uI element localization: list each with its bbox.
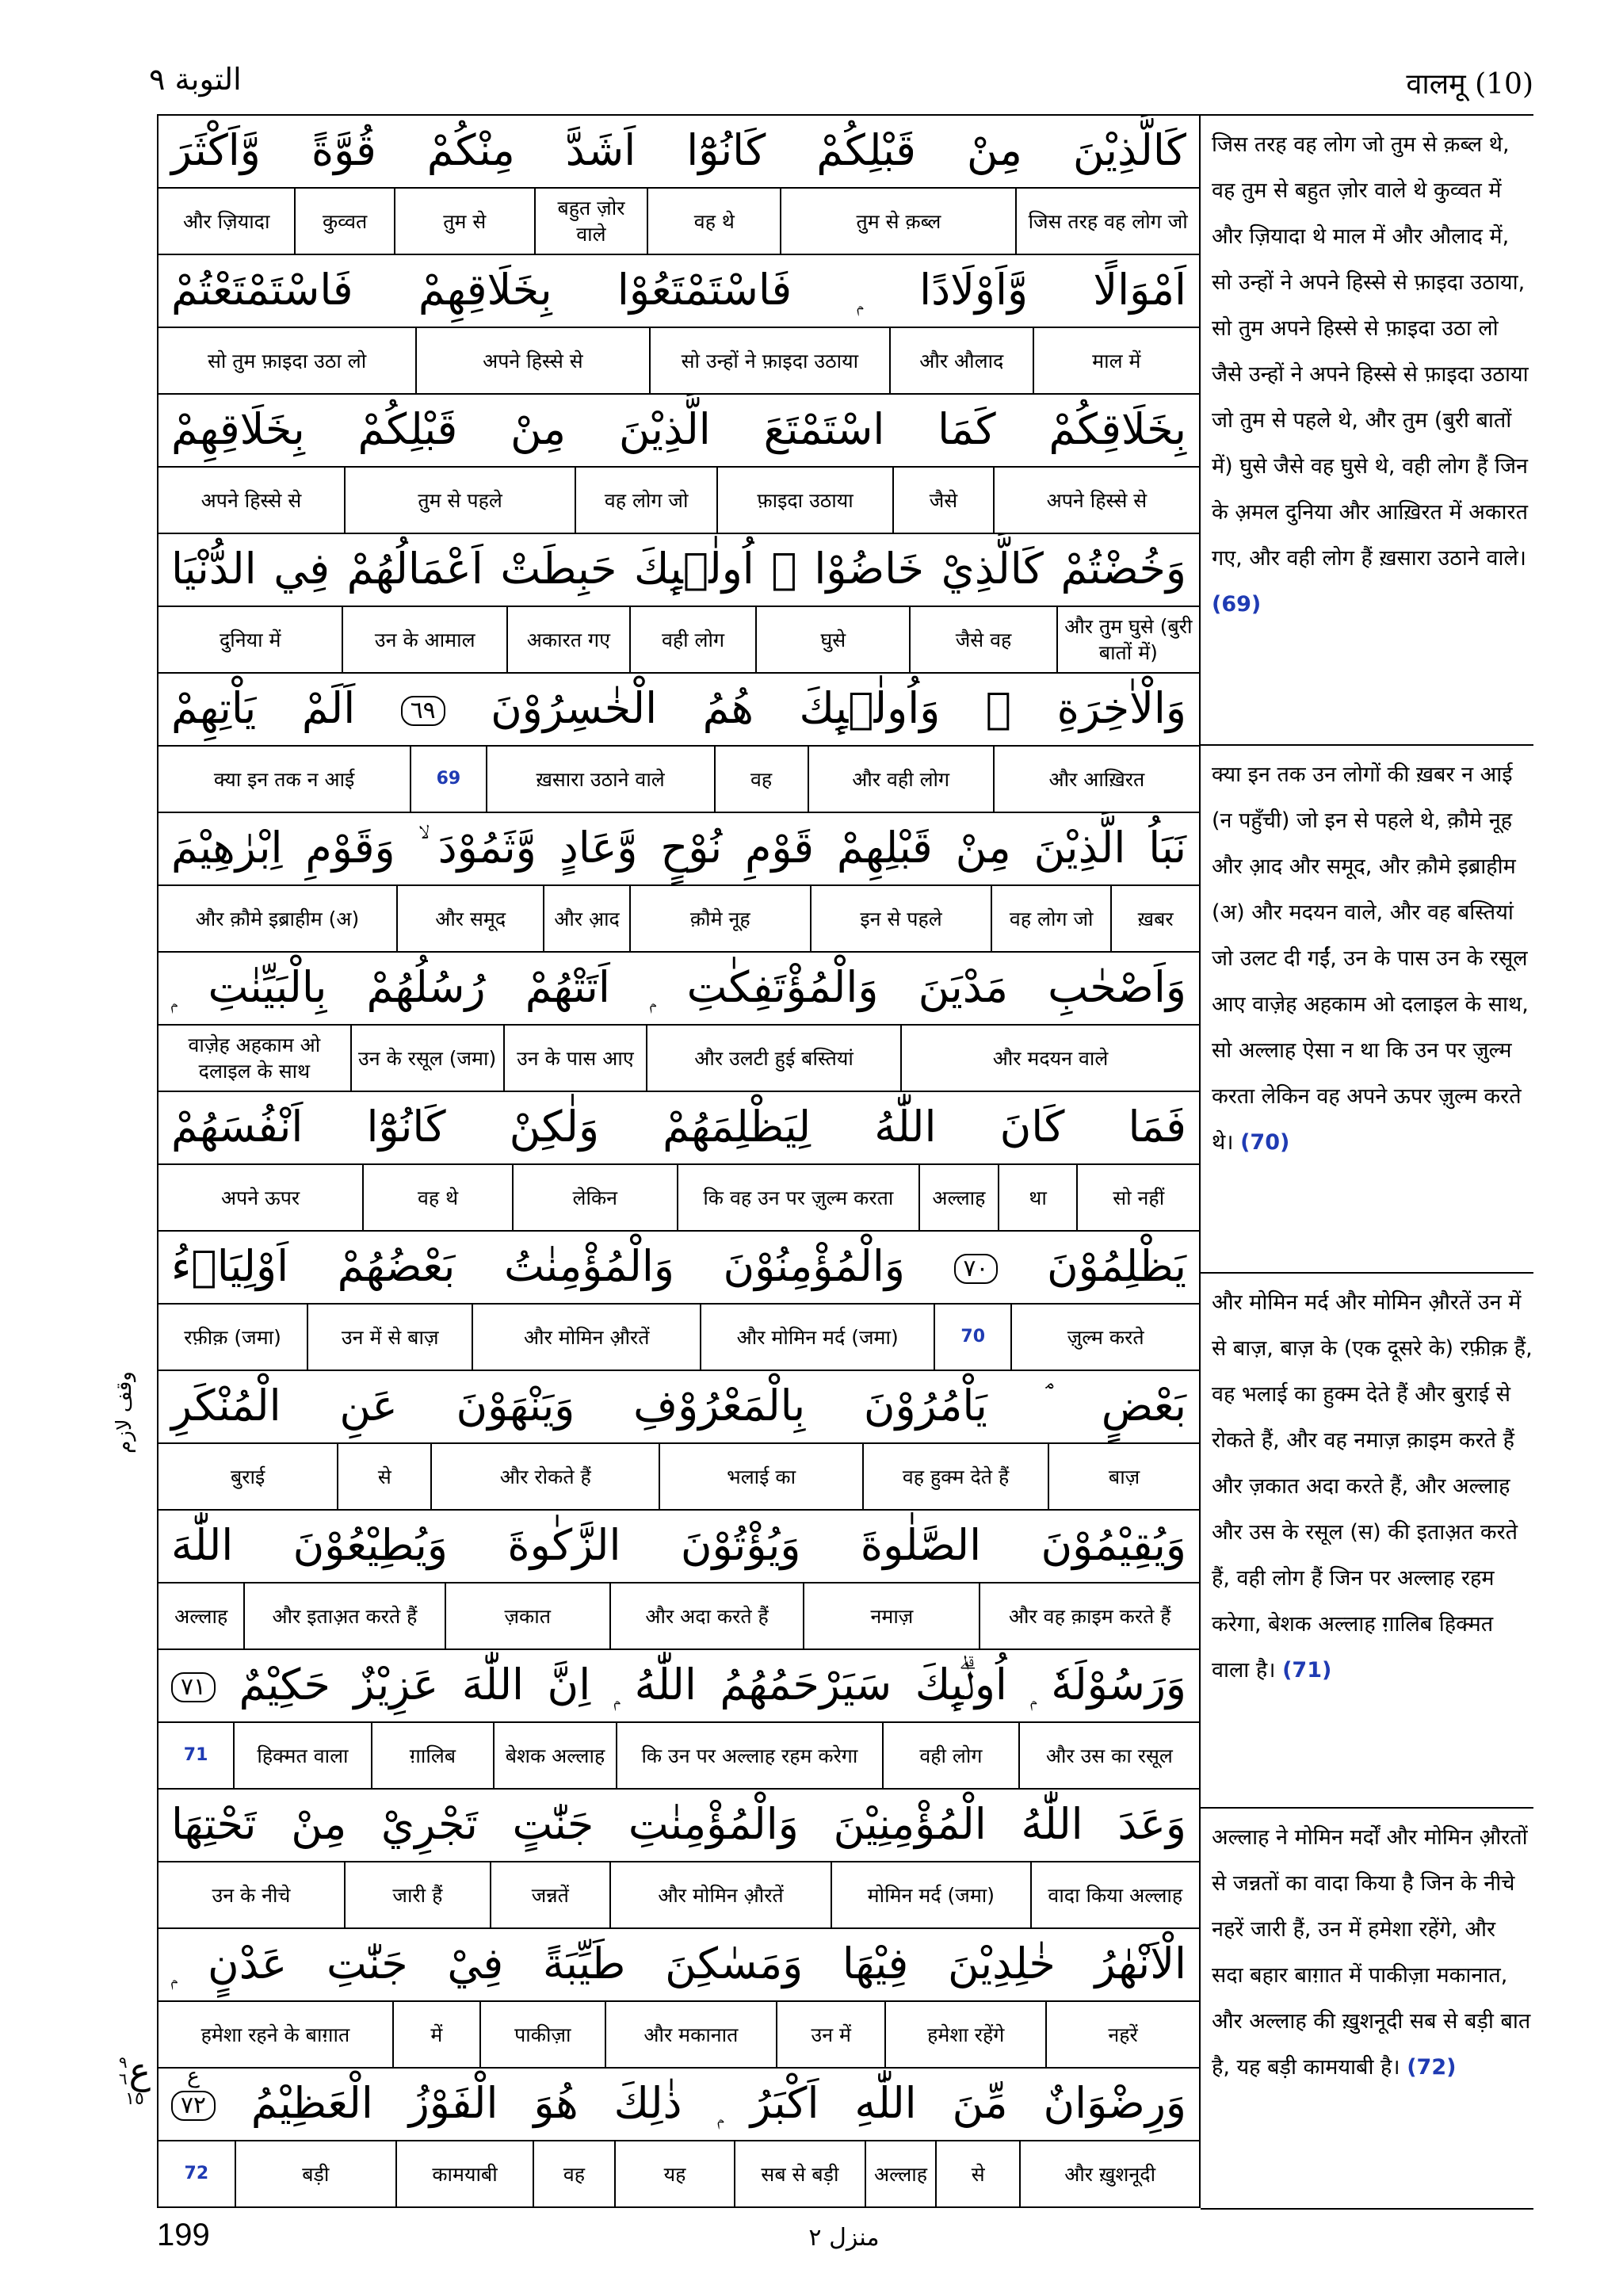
word-meaning-cell: अल्लाह bbox=[865, 2141, 935, 2206]
word-meaning-cell: और मोमिन मर्द (जमा) bbox=[700, 1305, 934, 1370]
word-meaning-cell: तुम से bbox=[394, 189, 534, 254]
word-meaning-cell: जैसे वह bbox=[909, 607, 1056, 672]
arabic-text: بَعْضٍ ۘ يَاْمُرُوْنَ بِالْمَعْرُوْفِ وَيَنْهَوْنَ عَنِ الْمُنْكَرِ bbox=[171, 1381, 1186, 1431]
word-meaning-cell: और रोकते हैं bbox=[430, 1444, 659, 1509]
waqf-lazim-margin-note: وقف لازم bbox=[113, 1371, 136, 1454]
word-meaning-cell: और उस का रसूल bbox=[1018, 1723, 1199, 1788]
surah-header: التوبة ٩ bbox=[149, 62, 242, 97]
ayah-end-number: ٧٢ bbox=[181, 2092, 206, 2120]
word-meaning-cell: उन के पास आए bbox=[503, 1026, 647, 1091]
arabic-text: الْاَنْهٰرُ خٰلِدِيْنَ فِيْهَا وَمَسٰكِنَ طَيِّبَةً فِيْ جَنّٰتِ عَدْنٍ ۭ bbox=[171, 1939, 1186, 1988]
arabic-line bbox=[158, 1790, 1199, 1861]
verse-line-block bbox=[158, 1650, 1199, 1790]
word-meaning-cell: और अदा करते हैं bbox=[609, 1584, 804, 1648]
word-meaning-cell: वह थे bbox=[647, 189, 780, 254]
word-meaning-cell: अकारत गए bbox=[506, 607, 629, 672]
verse-line-block bbox=[158, 1092, 1199, 1232]
word-meaning-cell: जैसे bbox=[892, 468, 993, 533]
word-meaning-cell: वादा किया अल्लाह bbox=[1030, 1862, 1199, 1927]
word-meaning-cell: जिस तरह वह लोग जो bbox=[1015, 189, 1199, 254]
verse-line-block bbox=[158, 1790, 1199, 1929]
word-meaning-cell: ख़सारा उठाने वाले bbox=[486, 747, 714, 812]
word-meaning-row bbox=[158, 327, 1199, 395]
word-meaning-cell: सो तुम फ़ाइदा उठा लो bbox=[207, 349, 367, 372]
word-meaning-cell: जारी हैं bbox=[344, 1862, 490, 1927]
translation-column bbox=[1201, 116, 1533, 2208]
word-meaning-cell: से bbox=[935, 2141, 1019, 2206]
translation-paragraph bbox=[1201, 1274, 1533, 1809]
word-meaning-cell: फ़ाइदा उठाया bbox=[716, 468, 892, 533]
word-meaning-cell: और वह क़ाइम करते हैं bbox=[979, 1584, 1199, 1648]
arabic-text: يَظْلِمُوْنَ bbox=[1047, 1241, 1186, 1291]
translation-paragraph bbox=[1201, 116, 1533, 746]
word-meaning-cell: और वही लोग bbox=[808, 747, 993, 812]
word-meaning-cell: और समूद bbox=[396, 886, 543, 951]
translation-paragraph bbox=[1201, 746, 1533, 1274]
word-meaning-cell: रफ़ीक़ (जमा) bbox=[184, 1325, 281, 1349]
verse-line-block bbox=[158, 674, 1199, 813]
word-meaning-cell: अल्लाह bbox=[174, 1604, 228, 1628]
word-by-word-table bbox=[157, 116, 1201, 2208]
word-meaning-cell: वह लोग जो bbox=[575, 468, 716, 533]
arabic-line bbox=[158, 1650, 1199, 1721]
word-meaning-cell: बहुत ज़ोर वाले bbox=[534, 189, 647, 254]
word-meaning-row bbox=[158, 745, 1199, 813]
word-meaning-cell: नमाज़ bbox=[803, 1584, 979, 1648]
arabic-line bbox=[158, 395, 1199, 466]
translation-text: अल्लाह ने मोमिन मर्दों और मोमिन औ़रतों से जन्नतों का वादा किया है जिन के नीचे नहरें जारी हैं, उन में हमेशा रहेंगे, और सदा बहार बाग़ात में पाकीज़ा मकानात, और अल्लाह की ख़ुशनूदी सब से बड़ी बात है, यह बड़ी कामयाबी है। bbox=[1212, 1825, 1531, 2080]
word-meaning-cell: भलाई का bbox=[659, 1444, 862, 1509]
word-meaning-cell: घुसे bbox=[755, 607, 909, 672]
word-meaning-cell: से bbox=[337, 1444, 430, 1509]
word-meaning-cell: ख़बर bbox=[1110, 886, 1199, 951]
word-meaning-cell: मोमिन मर्द (जमा) bbox=[831, 1862, 1030, 1927]
word-meaning-cell: यह bbox=[614, 2141, 734, 2206]
ruku-surah-number: ٩ bbox=[118, 2053, 128, 2072]
word-meaning-cell: नहरें bbox=[1045, 2002, 1199, 2067]
translation-text: क्या इन तक उन लोगों की ख़बर न आई (न पहुँची) जो इन से पहले थे, क़ौमे नूह और आ़द और समूद, और क़ौमे इब्राहीम (अ) और मदयन वाले, और वह बस्तियां जो उलट दी गईं, उन के पास उन के रसूल आए वाज़ेह अहकाम ओ दलाइल के साथ, सो अल्लाह ऐसा न था कि उन पर ज़ुल्म करता लेकिन वह अपने ऊपर ज़ुल्म करते थे। bbox=[1212, 762, 1529, 1156]
word-meaning-cell: ग़ालिब bbox=[371, 1723, 494, 1788]
arabic-text: اَلَمْ يَاْتِهِمْ bbox=[171, 683, 356, 733]
arabic-text: وَرِضْوَانٌ مِّنَ اللّٰهِ اَكْبَرُ ۭ ذٰلِكَ هُوَ الْفَوْزُ الْعَظِيْمُ bbox=[250, 2078, 1187, 2128]
arabic-text: وَالْاٰخِرَةِ ۚ وَاُولٰۗىِٕكَ هُمُ الْخٰسِرُوْنَ bbox=[491, 683, 1186, 733]
arabic-text: وَعَدَ اللّٰهُ الْمُؤْمِنِيْنَ وَالْمُؤْمِنٰتِ جَنّٰتٍ تَجْرِيْ مِنْ تَحْتِهَا bbox=[171, 1799, 1186, 1849]
word-meaning-cell: सो नहीं bbox=[1076, 1165, 1199, 1230]
word-meaning-cell: वह लोग जो bbox=[991, 886, 1110, 951]
word-meaning-row bbox=[158, 1861, 1199, 1929]
ayah-end-marker bbox=[401, 696, 445, 726]
word-meaning-cell: कामयाबी bbox=[395, 2141, 533, 2206]
word-meaning-cell: क़ौमे नूह bbox=[629, 886, 810, 951]
word-meaning-row bbox=[158, 1721, 1199, 1790]
word-meaning-cell: हमेशा रहेंगे bbox=[884, 2002, 1045, 2067]
arabic-line bbox=[158, 1371, 1199, 1442]
arabic-text: كَالَّذِيْنَ مِنْ قَبْلِكُمْ كَانُوْٓا اَشَدَّ مِنْكُمْ قُوَّةً وَّاَكْثَرَ bbox=[171, 125, 1186, 175]
word-meaning-cell: वाज़ेह अहकाम ओ दलाइल के साथ bbox=[188, 1033, 321, 1083]
word-meaning-cell: वही लोग bbox=[882, 1723, 1018, 1788]
arabic-line bbox=[158, 1232, 1199, 1303]
word-meaning-cell: और तुम घुसे (बुरी बातों में) bbox=[1056, 607, 1199, 672]
verse-line-block bbox=[158, 1371, 1199, 1511]
word-meaning-cell: ज़ुल्म करते bbox=[1010, 1305, 1199, 1370]
arabic-text: وَاَصْحٰبِ مَدْيَنَ وَالْمُؤْتَفِكٰتِ ۭ اَتَتْهُمْ رُسُلُهُمْ بِالْبَيِّنٰتِ ۭ bbox=[171, 962, 1186, 1012]
word-meaning-cell: क्या इन तक न आई bbox=[213, 767, 355, 791]
word-meaning-cell: और मोमिन औ़रतें bbox=[472, 1305, 700, 1370]
word-meaning-cell: और आख़िरत bbox=[993, 747, 1199, 812]
ayah-end-number: ٦٩ bbox=[410, 697, 436, 725]
verse-line-block bbox=[158, 2069, 1199, 2208]
word-meaning-cell: सब से बड़ी bbox=[734, 2141, 865, 2206]
word-meaning-cell: था bbox=[998, 1165, 1077, 1230]
word-meaning-cell: माल में bbox=[1033, 328, 1199, 393]
manzil-label: منزل ٢ bbox=[808, 2224, 880, 2252]
word-meaning-cell: और इताअ़त करते हैं bbox=[243, 1584, 444, 1648]
ruku-marker bbox=[109, 2050, 160, 2110]
arabic-line bbox=[158, 674, 1199, 745]
ruku-ain-sign: ع bbox=[128, 2050, 151, 2092]
word-meaning-cell: हिक्मत वाला bbox=[233, 1723, 370, 1788]
word-meaning-cell: कुव्वत bbox=[294, 189, 393, 254]
verse-line-block bbox=[158, 953, 1199, 1092]
word-meaning-cell: हमेशा रहने के बाग़ात bbox=[200, 2023, 350, 2046]
word-meaning-cell: तुम से क़ब्ल bbox=[780, 189, 1015, 254]
word-meaning-cell: लेकिन bbox=[512, 1165, 677, 1230]
ruku-para-number: ٦ bbox=[118, 2069, 128, 2088]
word-meaning-cell: और औलाद bbox=[889, 328, 1033, 393]
word-meaning-row bbox=[158, 1582, 1199, 1650]
translation-ayah-number: (71) bbox=[1282, 1658, 1332, 1683]
word-meaning-cell: बुराई bbox=[231, 1465, 265, 1488]
arabic-line bbox=[158, 2069, 1199, 2140]
word-meaning-cell: और क़ौमे इब्राहीम (अ) bbox=[195, 907, 360, 930]
arabic-text: وَيُقِيْمُوْنَ الصَّلٰوةَ وَيُؤْتُوْنَ الزَّكٰوةَ وَيُطِيْعُوْنَ اللّٰهَ bbox=[171, 1520, 1186, 1570]
translation-paragraph bbox=[1201, 1809, 1533, 2208]
word-meaning-cell: वह bbox=[533, 2141, 614, 2206]
word-meaning-cell: दुनिया में bbox=[219, 628, 281, 651]
arabic-text: نَبَاُ الَّذِيْنَ مِنْ قَبْلِهِمْ قَوْمِ نُوْحٍ وَّعَادٍ وَّثَمُوْدَ ۙ وَقَوْمِ اِبْرٰهِيْمَ bbox=[171, 823, 1186, 873]
word-meaning-cell: उन के आमाल bbox=[342, 607, 506, 672]
word-meaning-row bbox=[158, 606, 1199, 674]
word-meaning-cell: ज़कात bbox=[445, 1584, 609, 1648]
word-meaning-cell: बड़ी bbox=[235, 2141, 395, 2206]
arabic-text: اَمْوَالًا وَّاَوْلَادًا ۭ فَاسْتَمْتَعُوْا بِخَلَاقِهِمْ فَاسْتَمْتَعْتُمْ bbox=[171, 265, 1186, 315]
word-meaning-row bbox=[158, 2000, 1199, 2069]
word-meaning-row bbox=[158, 187, 1199, 255]
ayah-end-number: ٧١ bbox=[181, 1673, 206, 1702]
verse-line-block bbox=[158, 1929, 1199, 2069]
arabic-line bbox=[158, 1511, 1199, 1582]
word-meaning-cell: उन में से बाज़ bbox=[307, 1305, 472, 1370]
page-number: 199 bbox=[157, 2218, 210, 2252]
ruku-marker-top bbox=[109, 2050, 160, 2092]
ayah-end-marker bbox=[171, 2069, 216, 2121]
word-meaning-cell: में bbox=[392, 2002, 479, 2067]
word-meaning-cell: वही लोग bbox=[629, 607, 756, 672]
ayah-number-cell: 70 bbox=[934, 1305, 1010, 1370]
word-meaning-row bbox=[158, 1442, 1199, 1511]
word-meaning-cell: कि वह उन पर ज़ुल्म करता bbox=[677, 1165, 918, 1230]
translation-ayah-number: (70) bbox=[1240, 1130, 1290, 1156]
word-meaning-cell: अल्लाह bbox=[918, 1165, 998, 1230]
word-meaning-row bbox=[158, 1163, 1199, 1232]
translation-bottom-divider bbox=[1201, 2208, 1533, 2210]
word-meaning-cell: और उलटी हुई बस्तियां bbox=[646, 1026, 900, 1091]
translation-ayah-number: (72) bbox=[1407, 2055, 1457, 2080]
word-meaning-cell: और ज़ियादा bbox=[182, 209, 270, 233]
word-meaning-cell: जन्नतें bbox=[490, 1862, 609, 1927]
verse-line-block bbox=[158, 813, 1199, 953]
word-meaning-cell: अपने हिस्से से bbox=[200, 488, 302, 512]
word-meaning-cell: अपने हिस्से से bbox=[415, 328, 649, 393]
word-meaning-cell: वह हुक्म देते हैं bbox=[862, 1444, 1048, 1509]
verse-line-block bbox=[158, 1511, 1199, 1650]
ayah-end-number: ٧٠ bbox=[963, 1255, 989, 1283]
arabic-text: وَخُضْتُمْ كَالَّذِيْ خَاضُوْا ۭ اُولٰۗىِٕكَ حَبِطَتْ اَعْمَالُهُمْ فِي الدُّنْيَا bbox=[171, 544, 1186, 594]
arabic-line bbox=[158, 813, 1199, 884]
word-meaning-cell: इन से पहले bbox=[810, 886, 991, 951]
arabic-line bbox=[158, 534, 1199, 606]
ruku-fraction bbox=[119, 2054, 128, 2088]
word-meaning-cell: उन में bbox=[776, 2002, 884, 2067]
word-meaning-cell: कि उन पर अल्लाह रहम करेगा bbox=[616, 1723, 882, 1788]
verse-line-block bbox=[158, 395, 1199, 534]
word-meaning-cell: वह bbox=[714, 747, 808, 812]
word-meaning-row bbox=[158, 1303, 1199, 1371]
ayah-end-marker bbox=[171, 1672, 216, 1702]
word-meaning-row bbox=[158, 2140, 1199, 2208]
arabic-text: بِخَلَاقِكُمْ كَمَا اسْتَمْتَعَ الَّذِيْنَ مِنْ قَبْلِكُمْ بِخَلَاقِهِمْ bbox=[171, 404, 1186, 454]
arabic-line bbox=[158, 1092, 1199, 1163]
arabic-line bbox=[158, 953, 1199, 1024]
word-meaning-cell: उन के नीचे bbox=[212, 1883, 291, 1907]
ayah-end-marker bbox=[954, 1254, 999, 1284]
word-meaning-cell: उन के रसूल (जमा) bbox=[350, 1026, 503, 1091]
word-meaning-row bbox=[158, 466, 1199, 534]
arabic-text: وَرَسُوْلَهٗ ۭ اُولٰۗىِٕكَ سَيَرْحَمُهُمُ اللّٰهُ ۭ اِنَّ اللّٰهَ عَزِيْزٌ حَكِيْمٌ bbox=[239, 1660, 1186, 1710]
ayah-number-cell: 69 bbox=[410, 747, 485, 812]
word-meaning-cell: और मकानात bbox=[605, 2002, 776, 2067]
arabic-line bbox=[158, 116, 1199, 187]
arabic-text: فَمَا كَانَ اللّٰهُ لِيَظْلِمَهُمْ وَلٰكِنْ كَانُوْٓا اَنْفُسَهُمْ bbox=[171, 1102, 1186, 1152]
verse-line-block bbox=[158, 255, 1199, 395]
word-meaning-cell: अपने हिस्से से bbox=[993, 468, 1199, 533]
translation-ayah-number: (69) bbox=[1212, 592, 1262, 617]
word-meaning-cell: और ख़ुशनूदी bbox=[1019, 2141, 1199, 2206]
word-meaning-cell: और मोमिन औ़रतें bbox=[609, 1862, 831, 1927]
para-header: वालमू (10) bbox=[1406, 68, 1533, 101]
arabic-line bbox=[158, 255, 1199, 327]
word-meaning-cell: तुम से पहले bbox=[344, 468, 575, 533]
arabic-text: وَالْمُؤْمِنُوْنَ وَالْمُؤْمِنٰتُ بَعْضُهُمْ اَوْلِيَاۗءُ bbox=[171, 1241, 905, 1291]
word-meaning-cell: और मदयन वाले bbox=[900, 1026, 1199, 1091]
word-meaning-cell: और आ़द bbox=[543, 886, 628, 951]
verse-line-block bbox=[158, 1232, 1199, 1371]
word-meaning-cell: बाज़ bbox=[1048, 1444, 1199, 1509]
word-meaning-cell: वह थे bbox=[362, 1165, 512, 1230]
word-meaning-cell: सो उन्हों ने फ़ाइदा उठाया bbox=[649, 328, 889, 393]
word-meaning-cell: पाकीज़ा bbox=[479, 2002, 605, 2067]
word-meaning-cell: अपने ऊपर bbox=[220, 1186, 300, 1209]
verse-line-block bbox=[158, 116, 1199, 255]
word-meaning-row bbox=[158, 1024, 1199, 1092]
ayah-number-cell: 71 bbox=[183, 1745, 208, 1766]
word-meaning-row bbox=[158, 884, 1199, 953]
arabic-line bbox=[158, 1929, 1199, 2000]
word-meaning-cell: बेशक अल्लाह bbox=[493, 1723, 616, 1788]
ayah-number-cell: 72 bbox=[184, 2164, 209, 2184]
ruku-end-sign: ع bbox=[186, 2069, 200, 2088]
translation-text: और मोमिन मर्द और मोमिन औ़रतें उन में से बाज़, बाज़ के (एक दूसरे के) रफ़ीक़ हैं, वह भलाई का हुक्म देते हैं और बुराई से रोकते हैं, और वह नमाज़ क़ाइम करते हैं और ज़कात अदा करते हैं, और अल्लाह और उस के रसूल (स) की इताअ़त करते हैं, वही लोग हैं जिन पर अल्लाह रहम करेगा, बेशक अल्लाह ग़ालिब हिक्मत वाला है। bbox=[1212, 1290, 1533, 1683]
translation-text: जिस तरह वह लोग जो तुम से क़ब्ल थे, वह तुम से बहुत ज़ोर वाले थे कुव्वत में और ज़ियादा थे माल में और औलाद में, सो उन्हों ने अपने हिस्से से फ़ाइदा उठाया, सो तुम अपने हिस्से से फ़ाइदा उठा लो जैसे उन्हों ने अपने हिस्से से फ़ाइदा उठाया जो तुम से पहले थे, और तुम (बुरी बातों में) घुसे जैसे वह घुसे थे, वही लोग हैं जिन के अ़मल दुनिया और आख़िरत में अकारत गए, और वही लोग हैं ख़सारा उठाने वाले। bbox=[1212, 132, 1529, 571]
verse-line-block bbox=[158, 534, 1199, 674]
ruku-ayat-count: ١٥ bbox=[125, 2089, 144, 2109]
